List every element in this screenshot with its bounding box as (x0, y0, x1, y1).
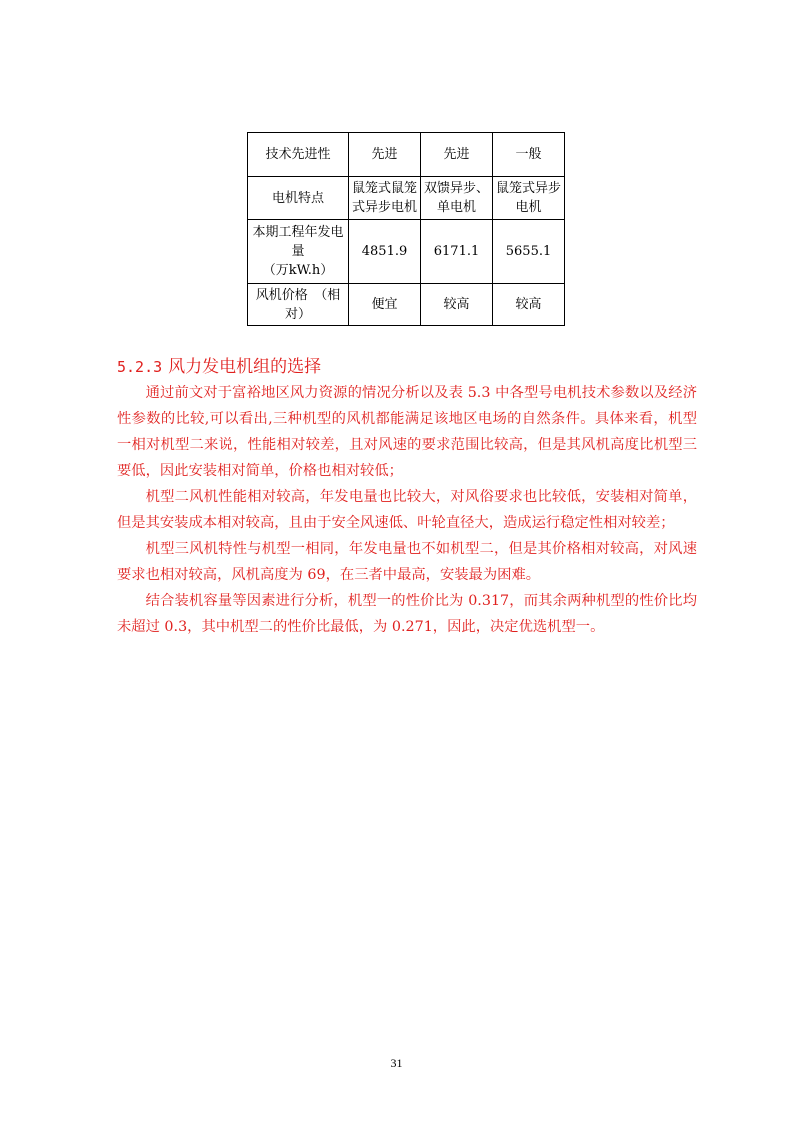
table-row (248, 177, 565, 220)
cell-text: 较高 (515, 297, 542, 312)
table-cell (349, 220, 421, 284)
cell-text: 先进 (443, 147, 470, 162)
table-cell (248, 133, 349, 177)
cell-text: 较高 (443, 297, 470, 312)
paragraph: 机型三风机特性与机型一相同，年发电量也不如机型二，但是其价格相对较高，对风速要求也相对较高，风机高度为 69，在三者中最高，安装最为困难。 (117, 541, 697, 583)
section-body (117, 380, 697, 640)
cell-text: 5655.1 (505, 244, 552, 259)
table-cell (349, 133, 421, 177)
table-cell (248, 177, 349, 220)
cell-text: 先进 (371, 147, 398, 162)
table-cell (349, 177, 421, 220)
cell-text: 技术先进性 (265, 147, 331, 162)
page-number: 31 (390, 1056, 403, 1070)
table-row (248, 220, 565, 284)
cell-text: 鼠笼式异步 电机 (495, 181, 561, 215)
paragraph: 结合装机容量等因素进行分析，机型一的性价比为 0.317，而其余两种机型的性价比均未超过 0.3，其中机型二的性价比最低，为 0.271，因此，决定优选机型一。 (117, 593, 697, 635)
table-cell (248, 284, 349, 326)
table-cell (349, 284, 421, 326)
section-title: 风力发电机组的选择 (168, 357, 322, 377)
cell-text: 电机特点 (271, 190, 324, 206)
table-cell (248, 220, 349, 284)
table-cell (421, 177, 493, 220)
table-cell (421, 133, 493, 177)
cell-text: 风机价格 （相 对） (255, 287, 341, 322)
table-cell (493, 284, 565, 326)
table-cell (421, 284, 493, 326)
table-row (248, 133, 565, 177)
cell-text: 6171.1 (433, 244, 480, 259)
paragraph: 机型二风机性能相对较高，年发电量也比较大，对风俗要求也比较低，安装相对简单，但是其安装成本相对较高，且由于安全风速低、叶轮直径大，造成运行稳定性相对较差； (117, 489, 697, 531)
section-number: 5.2.3 (117, 358, 163, 376)
comparison-table (247, 132, 565, 326)
cell-text: 便宜 (371, 297, 398, 312)
cell-text: 一般 (515, 147, 542, 162)
table-cell (493, 177, 565, 220)
cell-text: 双馈异步、 单电机 (423, 181, 489, 215)
cell-text: 本期工程年发电 量 （万kW.h） (252, 225, 344, 278)
table-row (248, 284, 565, 326)
cell-text: 4851.9 (361, 244, 408, 259)
cell-text: 鼠笼式鼠笼 式异步电机 (351, 181, 417, 215)
table-cell (421, 220, 493, 284)
table-cell (493, 133, 565, 177)
table-cell (493, 220, 565, 284)
section-heading (117, 352, 321, 377)
paragraph: 通过前文对于富裕地区风力资源的情况分析以及表 5.3 中各型号电机技术参数以及经济性参数的比较,可以看出,三种机型的风机都能满足该地区电场的自然条件。具体来看，机型一相对机型二来说，性能相对较差，且对风速的要求范围比较高，但是其风机高度比机型三要低，因此安装相对简单，价格也相对较低； (117, 385, 697, 479)
